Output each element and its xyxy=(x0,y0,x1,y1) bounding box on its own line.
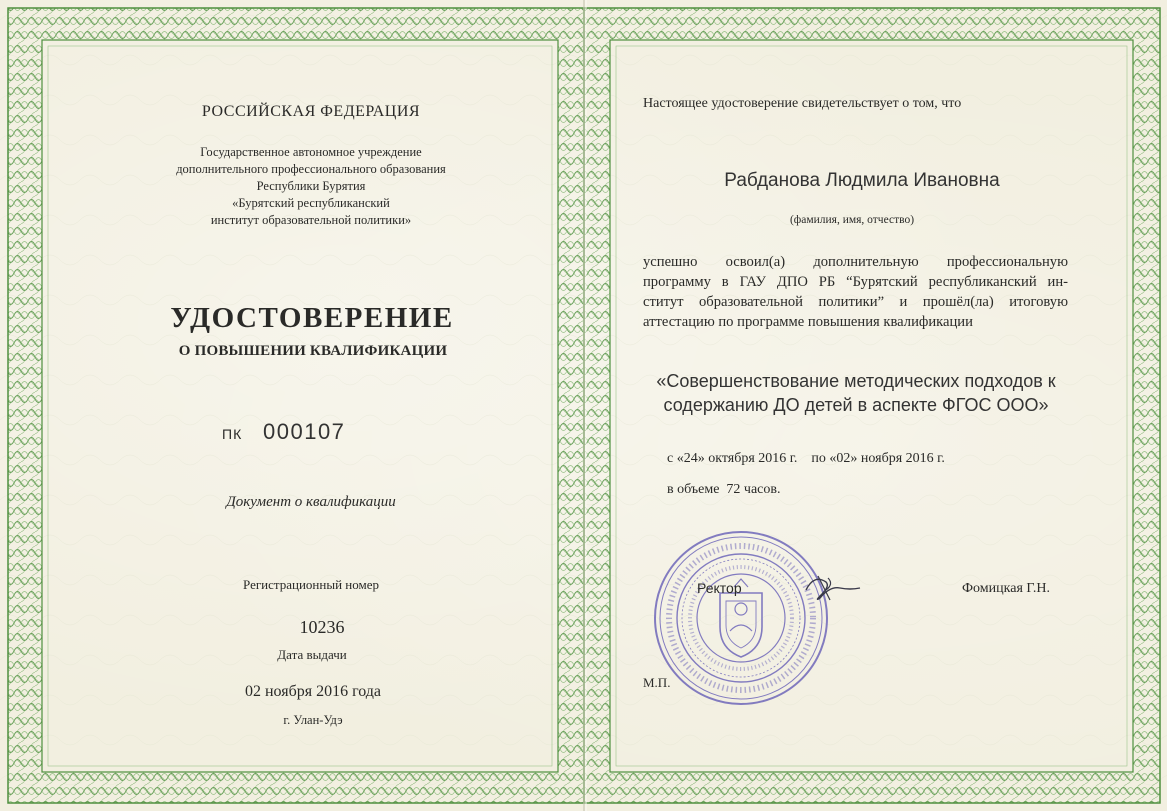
institution-line: Государственное автономное учреждение xyxy=(200,145,422,159)
statement-line: программу в ГАУ ДПО РБ “Бурятский республиканский ин- xyxy=(643,274,1068,290)
document-title: УДОСТОВЕРЕНИЕ xyxy=(170,302,454,334)
registration-label: Регистрационный номер xyxy=(243,577,379,592)
registration-number: 10236 xyxy=(299,617,345,637)
issue-city: г. Улан-Удэ xyxy=(283,713,343,727)
country-heading: РОССИЙСКАЯ ФЕДЕРАЦИЯ xyxy=(201,103,421,120)
signature-icon xyxy=(800,568,870,608)
document-type: Документ о квалификации xyxy=(226,494,396,510)
institution-line: Республики Бурятия xyxy=(256,179,366,193)
intro-text: Настоящее удостоверение свидетельствует о том, что xyxy=(643,96,962,111)
document-number: 000107 xyxy=(263,419,346,444)
institution-line: институт образовательной политики» xyxy=(210,213,412,227)
document-subtitle: О ПОВЫШЕНИИ КВАЛИФИКАЦИИ xyxy=(178,343,448,359)
institution-line: «Бурятский республиканский xyxy=(232,196,390,210)
seal-place-label: М.П. xyxy=(643,675,671,690)
holder-full-name: Рабданова Людмила Ивановна xyxy=(724,170,1000,191)
statement-line: ститут образовательной политики” и прошёл(ла) итоговую xyxy=(643,294,1068,310)
round-seal-icon xyxy=(650,527,832,709)
statement-line: успешно освоил(а) дополнительную профессиональную xyxy=(643,254,1068,270)
program-title-line: содержанию ДО детей в аспекте ФГОС ООО» xyxy=(663,395,1049,415)
statement-line: аттестацию по программе повышения квалификации xyxy=(643,314,973,330)
course-volume: в объеме 72 часов. xyxy=(667,482,781,497)
program-title-line: «Совершенствование методических подходов к xyxy=(656,371,1056,391)
rector-label: Ректор xyxy=(697,580,742,596)
rector-name: Фомицкая Г.Н. xyxy=(962,581,1051,596)
issue-date-label: Дата выдачи xyxy=(277,647,347,662)
series-label: ПК xyxy=(222,426,243,442)
name-hint: (фамилия, имя, отчество) xyxy=(789,214,915,226)
issue-date: 02 ноября 2016 года xyxy=(244,683,382,700)
course-dates: с «24» октября 2016 г. по «02» ноября 2016 г. xyxy=(667,451,945,466)
institution-line: дополнительного профессионального образования xyxy=(176,162,446,176)
